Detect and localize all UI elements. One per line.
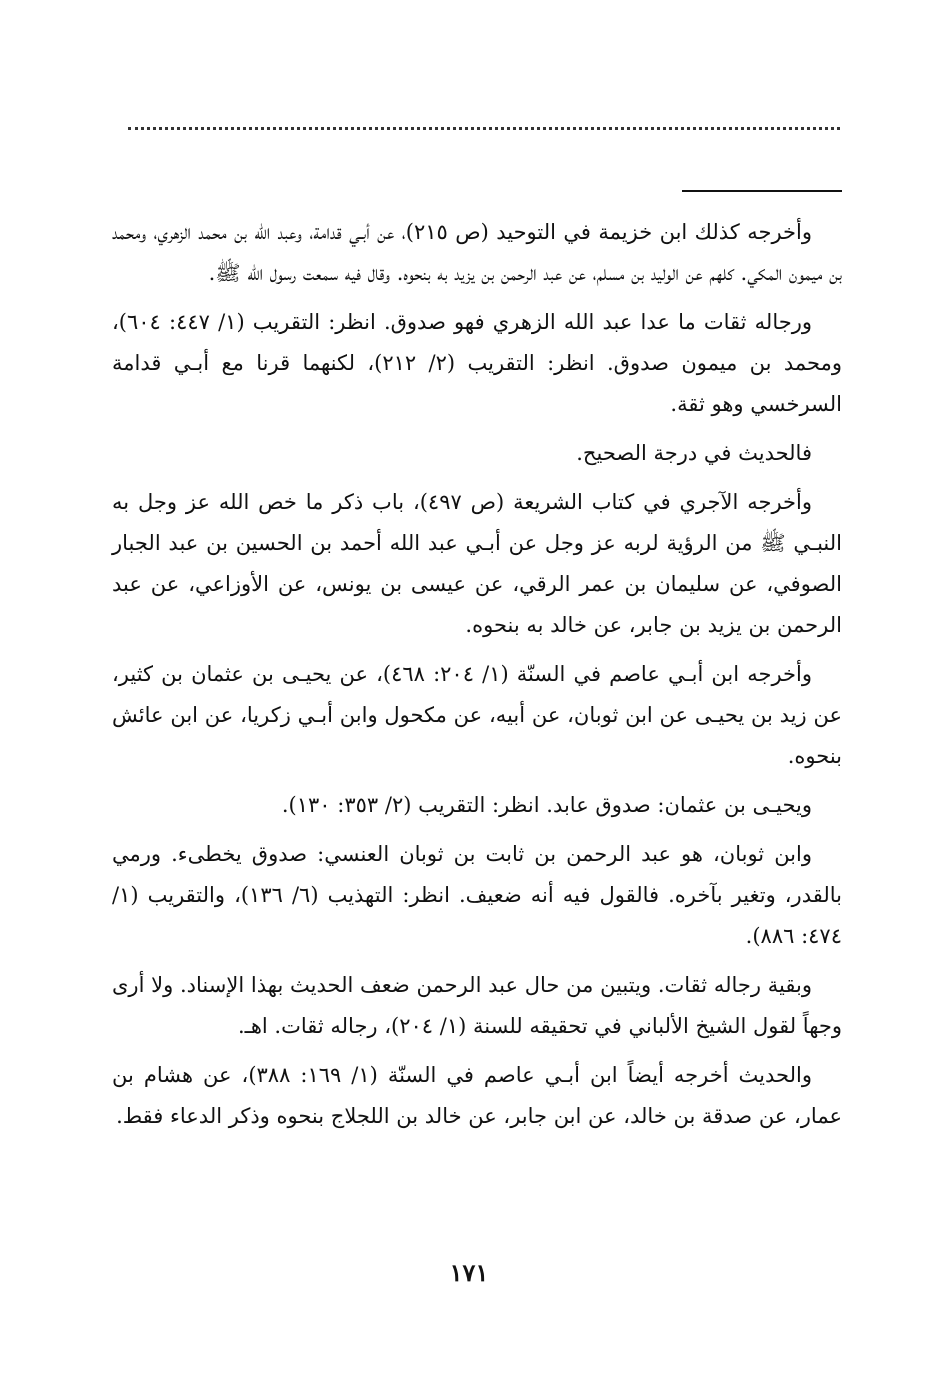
paragraph-yahya-ibn-uthman: ويحيـى بن عثمان: صدوق عابد. انظر: التقريب (٢/ ٣٥٣: ١٣٠). [281,793,812,817]
paragraph-hadith-verdict: فالحديث في درجة الصحيح. [576,441,812,465]
footnote-rule [682,190,842,192]
paragraph-remaining-narrators: وبقية رجاله ثقات. ويتبين من حال عبد الرحمن ضعف الحديث بهذا الإسناد. ولا أرى وجهاً لقول الشيخ الألباني في تحقيقه للسنة (١/ ٢٠٤)، رجاله ثقات. اهـ. [112,973,842,1038]
page-number: ١٧١ [449,1258,489,1287]
paragraph-ibn-abi-asim: وأخرجه ابن أبـي عاصم في السنّة (١/ ٢٠٤: ٤٦٨)، عن يحيـى بن عثمان بن كثير، عن زيد بن يحيـى عن ابن ثوبان، عن أبيه، عن مكحول وابن أبـي زكريا، عن ابن عائش بنحوه. [112,662,842,768]
paragraph-sunnah-second-chain: والحديث أخرجه أيضاً ابن أبـي عاصم في السنّة (١/ ١٦٩: ٣٨٨)، عن هشام بن عمار، عن صدقة بن خالد، عن ابن جابر، عن خالد بن اللجلاج بنحوه وذكر الدعاء فقط. [112,1063,842,1128]
page-body [112,212,842,1145]
paragraph-narrators-grading: ورجاله ثقات ما عدا عبد الله الزهري فهو صدوق. انظر: التقريب (١/ ٤٤٧: ٦٠٤)، ومحمد بن ميمون صدوق. انظر: التقريب (٢/ ٢١٢)، لكنهما قرنا مع أبـي قدامة السرخسي وهو ثقة. [112,310,842,416]
paragraph-ajurri: وأخرجه الآجري في كتاب الشريعة (ص ٤٩٧)، باب ذكر ما خص الله عز وجل به النبـي ﷺ من الرؤية لربه عز وجل عن أبـي عبد الله أحمد بن الحسين بن عبد الجبار الصوفي، عن سليمان بن عمر الرقي، عن عيسى بن يونس، عن الأوزاعي، عن عبد الرحمن بن يزيد بن جابر، عن خالد به بنحوه. [112,490,842,637]
dotted-separator [128,127,840,130]
paragraph-ibn-khuzaymah: وأخرجه كذلك ابن خزيمة في التوحيد (ص ٢١٥)، عن أبـي قدامة، وعبد الله بن محمد الزهري، ومحمد بن ميمون المكي. كلهم عن الوليد بن مسلم، عن عبد الرحمن بن يزيد به بنحوه. وقال فيه سمعت رسول الله ﷺ. [112,220,842,285]
paragraph-ibn-thawban: وابن ثوبان، هو عبد الرحمن بن ثابت بن ثوبان العنسي: صدوق يخطىء. ورمي بالقدر، وتغير بآخره. فالقول فيه أنه ضعيف. انظر: التهذيب (٦/ ١٣٦)، والتقريب (١/ ٤٧٤: ٨٨٦). [112,842,842,948]
